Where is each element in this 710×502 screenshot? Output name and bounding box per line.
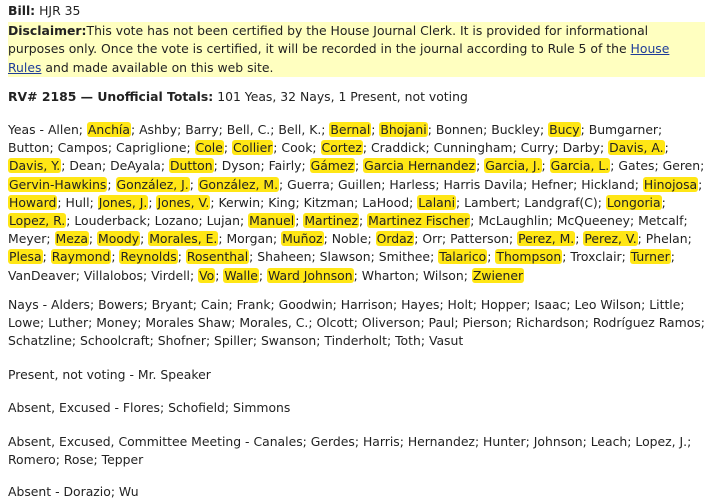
highlighted-name: Collier [233,140,273,156]
highlighted-name: González, M. [198,176,279,192]
highlighted-name: Gervin-Hawkins [9,176,107,192]
member-name: Button [8,140,50,156]
highlighted-name: Meza [55,231,88,247]
member-name: Shaheen [257,249,312,265]
highlighted-name: Hinojosa [643,176,698,192]
member-name: Capriglione [115,140,187,156]
highlighted-name: Ward Johnson [268,267,353,283]
record-vote-totals [8,88,468,107]
member-name: Noble [331,231,368,247]
highlighted-name: Bucy [549,122,580,137]
member-name: Slawson [319,249,371,265]
highlighted-name: Garcia Hernandez [364,158,476,174]
member-name: Bonnen [435,122,484,137]
member-name: Lambert [464,194,517,210]
highlighted-name: Cole [195,140,223,156]
member-name: Metcalf [638,213,684,229]
member-name: DeAyala [110,158,161,174]
member-name: Hull [65,194,90,210]
highlighted-name: Bernal [330,122,371,137]
highlighted-name: Longoria [606,194,661,210]
member-name: Hickland [581,176,635,192]
yeas-list [8,121,705,285]
highlighted-name: Moody [98,231,140,247]
member-name: King [268,194,296,210]
highlighted-name: Davis, Y. [9,158,61,174]
member-name: Fairly [268,158,302,174]
disclaimer-text-end: and made available on this web site. [41,59,274,75]
member-name: LaHood [362,194,410,210]
member-name: Virdell [151,267,190,283]
highlighted-name: Manuel [249,213,295,229]
highlighted-name: Morales, E. [149,231,218,247]
member-name: Craddick [370,140,426,156]
member-name: Allen [47,122,79,137]
member-name: Louderback [74,213,147,229]
member-name: Campos [57,140,108,156]
highlighted-name: Zwiener [472,267,524,283]
member-name: Cook [281,140,313,156]
highlighted-name: Vo [199,267,215,283]
member-name: Bell, K. [278,122,322,137]
highlighted-name: Martinez Fischer [368,213,470,229]
member-name: Gates [618,158,655,174]
member-name: VanDeaver [8,267,76,283]
member-name: Wharton [361,267,415,283]
disclaimer-label: Disclaimer: [8,23,87,38]
highlighted-name: Davis, A. [609,140,664,156]
highlighted-name: Ordaz [376,231,414,247]
yeas-prefix: Yeas - [8,122,48,137]
member-name: McLaughlin [478,213,549,229]
member-name: Geren [662,158,701,174]
highlighted-name: Anchía [87,122,130,137]
member-name: Harris Davila [443,176,524,192]
member-name: Darby [562,140,600,156]
yeas-names: Allen; Anchía; Ashby; Barry; Bell, C.; Bell, K.; Bernal; Bhojani; Bonnen; Buckley; Bucy; Bumgarner; Button; Campos; Capriglione; Cole; Collier; Cook; Cortez; Craddick; Cunningham; Curry; Darby; Davis, A.; Davis, Y.; Dean; DeAyala; Dutton; Dyson; Fairly; Gámez; Garcia Hernandez; Garcia, J.; Garcia, L.; Gates; Geren; Gervin-Hawkins; González, J.; González, M.; Guerra; Guillen; Harless; Harris Davila; Hefner; Hickland; Hinojosa; Howard; Hull; Jones, J.; Jones, V.; Kerwin; King; Kitzman; LaHood; Lalani; Lambert; Landgraf(C); Longoria; Lopez, R.; Louderback; Lozano; Lujan; Manuel; Martinez; Martinez Fischer; McLaughlin; McQueeney; Metcalf; Meyer; Meza; Moody; Morales, E.; Morgan; Muñoz; Noble; Ordaz; Orr; Patterson; Perez, M.; Perez, V.; Phelan; Plesa; Raymond; Reynolds; Rosenthal; Shaheen; Slawson; Smithee; Talarico; Thompson; Troxclair; Turner; VanDeaver; Villalobos; Virdell; Vo; Walle; Ward Johnson; Wharton; Wilson; Zwiener [8,122,705,283]
member-name: Dyson [221,158,261,174]
member-name: Guerra [287,176,330,192]
member-name: Hefner [531,176,574,192]
highlighted-name: Cortez [321,140,362,156]
highlighted-name: Reynolds [120,249,177,265]
record-vote-label: RV# 2185 — Unofficial Totals: [8,89,214,104]
absent-excused: Absent, Excused - Flores; Schofield; Simmons [8,400,291,415]
bill-label: Bill: [8,3,36,18]
bill-value: HJR 35 [35,3,81,18]
member-name: Bell, C. [226,122,271,137]
highlighted-name: Lopez, R. [9,213,66,229]
member-name: Ashby [139,122,178,137]
highlighted-name: Raymond [51,249,111,265]
highlighted-name: Lalani [418,194,456,210]
highlighted-name: Howard [9,194,57,210]
member-name: Morgan [226,231,273,247]
member-name: Buckley [491,122,540,137]
present-not-voting: Present, not voting - Mr. Speaker [8,367,211,382]
member-name: Villalobos [83,267,143,283]
member-name: Landgraf(C) [524,194,598,210]
highlighted-name: Plesa [9,249,42,265]
member-name: Lozano [154,213,199,229]
highlighted-name: Gámez [310,158,355,174]
highlighted-name: Thompson [496,249,562,265]
highlighted-name: Turner [630,249,670,265]
member-name: Orr [422,231,443,247]
highlighted-name: Muñoz [282,231,323,247]
highlighted-name: Dutton [170,158,213,174]
highlighted-name: Garcia, J. [485,158,541,174]
member-name: Lujan [206,213,241,229]
member-name: Patterson [450,231,510,247]
absent-excused-committee: Absent, Excused, Committee Meeting - Canales; Gerdes; Harris; Hernandez; Hunter; Johnson; Leach; Lopez, J.; Romero; Rose; Tepper [8,434,692,468]
member-name: Bumgarner [588,122,659,137]
member-name: Dean [69,158,102,174]
house-rules-link[interactable]: House Rules [8,41,670,75]
member-name: McQueeney [556,213,630,229]
highlighted-name: Perez, M. [518,231,575,247]
bill-line [8,2,80,21]
member-name: Harless [389,176,436,192]
nays-list: Nays - Alders; Bowers; Bryant; Cain; Frank; Goodwin; Harrison; Hayes; Holt; Hopper; Isaac; Leo Wilson; Little; Lowe; Luther; Money; Morales Shaw; Morales, C.; Olcott; Oliverson; Paul; Pierson; Richardson; Rodríguez Ramos; Schatzline; Schoolcraft; Shofner; Spiller; Swanson; Tinderholt; Toth; Vasut [8,297,705,349]
member-name: Kerwin [218,194,261,210]
highlighted-name: Rosenthal [186,249,249,265]
member-name: Kitzman [303,194,355,210]
member-name: Wilson [422,267,464,283]
highlighted-name: González, J. [116,176,189,192]
highlighted-name: Garcia, L. [550,158,610,174]
absent-list: Absent - Dorazio; Wu [8,484,139,499]
member-name: Curry [520,140,555,156]
member-name: Troxclair [570,249,622,265]
vote-totals: 101 Yeas, 32 Nays, 1 Present, not voting [213,89,468,104]
member-name: Barry [185,122,219,137]
member-name: Smithee [378,249,431,265]
highlighted-name: Martinez [304,213,358,229]
highlighted-name: Walle [224,267,258,283]
disclaimer-box [8,22,705,77]
disclaimer-text: This vote has not been certified by the House Journal Clerk. It is provided for informational purposes only. Once the vote is certified, it will be recorded in the journal according to Rule 5 of the [8,23,649,57]
member-name: Guillen [337,176,382,192]
highlighted-name: Perez, V. [584,231,637,247]
member-name: Cunningham [433,140,513,156]
highlighted-name: Bhojani [380,122,427,137]
member-name: Phelan [645,231,688,247]
highlighted-name: Jones, J. [98,194,148,210]
highlighted-name: Talarico [439,249,487,265]
highlighted-name: Jones, V. [157,194,210,210]
member-name: Meyer [8,231,47,247]
